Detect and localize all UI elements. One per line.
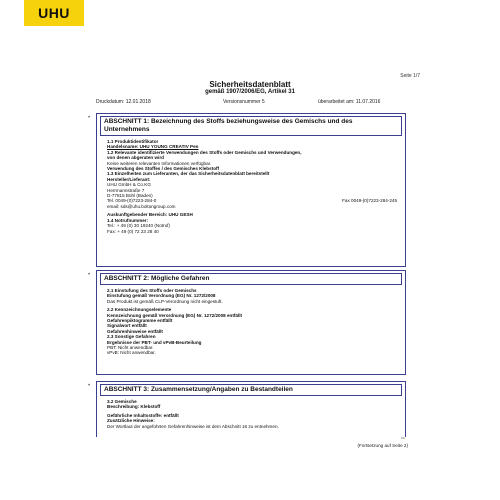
section-3-line: Gefährliche Inhaltsstoffe: entfällt xyxy=(107,412,179,418)
section-1-line: 1.4 Notrufnummer: xyxy=(107,217,149,223)
supplier-email[interactable]: email: sds@uhu.boltongroup.com xyxy=(107,203,176,209)
section-1-line: von denen abgeraten wird xyxy=(107,155,164,161)
supplier-city: D-77815 Bühl (Baden) xyxy=(107,193,153,199)
section-2-line: Ergebnisse der PBT- und vPvB-Beurteilung xyxy=(107,339,202,345)
section-3-heading: ABSCHNITT 3: Zusammensetzung/Angaben zu Bestandteilen xyxy=(100,384,402,396)
section-2-line: Kennzeichnung gemäß Verordnung (EG) Nr. 1272/2008 entfällt xyxy=(107,312,243,318)
section-1-line: 1.2 Relevante identifizierte Verwendungen des Stoffs oder Gemischs und Verwendungen, xyxy=(107,149,302,155)
section-1-heading: ABSCHNITT 1: Bezeichnung des Stoffs beziehungsweise des Gemischs und des Unternehmens xyxy=(100,116,402,136)
section-3-line: 3.2 Gemische xyxy=(107,399,137,404)
continued-note: (Fortsetzung auf Seite 2) xyxy=(357,443,408,448)
section-1-line: Keine weiteren relevanten Informationen verfügbar. xyxy=(107,160,212,166)
section-2-line: Das Produkt ist gemäß CLP-Verordnung nicht eingestuft. xyxy=(107,298,223,304)
section-2-line: Gefahrenhinweise entfällt xyxy=(107,328,163,334)
section-2-line: 2.1 Einstufung des Stoffs oder Gemischs xyxy=(107,288,197,293)
section-1 xyxy=(96,113,406,267)
supplier-name: UHU GmbH & Co.KG xyxy=(107,182,151,188)
section-2-heading: ABSCHNITT 2: Mögliche Gefahren xyxy=(100,273,402,285)
emergency-phone: Tel.: + 49 (0) 30 19240 (Notruf) xyxy=(107,223,170,229)
section-2-line: Einstufung gemäß Verordnung (EG) Nr. 1272/2008 xyxy=(107,293,216,299)
trade-name: Handelsname: UHU YOUNG CREATIV Pen xyxy=(107,144,199,150)
section-3-line: Zusätzliche Hinweise: xyxy=(107,418,155,424)
section-2-line: 2.2 Kennzeichnungselemente xyxy=(107,307,172,313)
version-number: Versionsnummer 5 xyxy=(223,99,265,105)
section-2-line: vPvB: Nicht anwendbar. xyxy=(107,350,156,356)
section-1-body xyxy=(97,136,405,236)
section-marker: • xyxy=(88,272,91,278)
supplier-phone: Tel. 0049-(0)7223-284-0 xyxy=(107,198,157,204)
section-2-line: Gefahrenpiktogramme entfällt xyxy=(107,318,173,324)
revision-date: überarbeitet am: 11.07.2016 xyxy=(318,99,381,105)
section-1-line: Auskunftgebender Bereich: UHU GESH xyxy=(107,212,193,218)
logo-text: UHU xyxy=(38,5,70,21)
document-title: Sicherheitsdatenblatt xyxy=(209,80,291,89)
section-marker: • xyxy=(88,115,91,121)
section-1-line: Hersteller/Lieferant: xyxy=(107,176,151,182)
page-number: Seite 1/7 xyxy=(400,73,420,79)
section-3-line: Der Wortlaut der angeführten Gefahrenhinweise ist dem Abschnitt 16 zu entnehmen. xyxy=(107,423,279,429)
section-1-line: 1.1 Produktidentifikator xyxy=(107,139,159,144)
section-1-line: Verwendung des Stoffes / des Gemisches Klebstoff xyxy=(107,166,220,172)
section-2 xyxy=(96,270,406,375)
section-2-line: PBT: Nicht anwendbar. xyxy=(107,345,154,351)
section-3 xyxy=(96,381,406,437)
section-marker: • xyxy=(88,383,91,389)
section-3-body xyxy=(97,396,405,431)
section-1-line: 1.3 Einzelheiten zum Lieferanten, der das Sicherheitsdatenblatt bereitstellt xyxy=(107,171,270,177)
document-subtitle: gemäß 1907/2006/EG, Artikel 31 xyxy=(205,89,295,95)
section-2-line: Signalwort entfällt xyxy=(107,323,147,329)
language-code: DE xyxy=(400,436,405,440)
supplier-street: Herrmannstraße 7 xyxy=(107,187,145,193)
section-3-line: Beschreibung: Klebstoff xyxy=(107,404,161,410)
print-date: Druckdatum: 12.01.2018 xyxy=(96,99,151,105)
supplier-fax: Fax 0049-(0)7223-284-245 xyxy=(342,198,397,204)
uhu-logo xyxy=(24,0,84,26)
emergency-fax: Fax: + 49 (0) 72 23 28 40 xyxy=(107,228,159,234)
section-2-body xyxy=(97,285,405,358)
section-2-line: 2.3 Sonstige Gefahren xyxy=(107,334,156,340)
